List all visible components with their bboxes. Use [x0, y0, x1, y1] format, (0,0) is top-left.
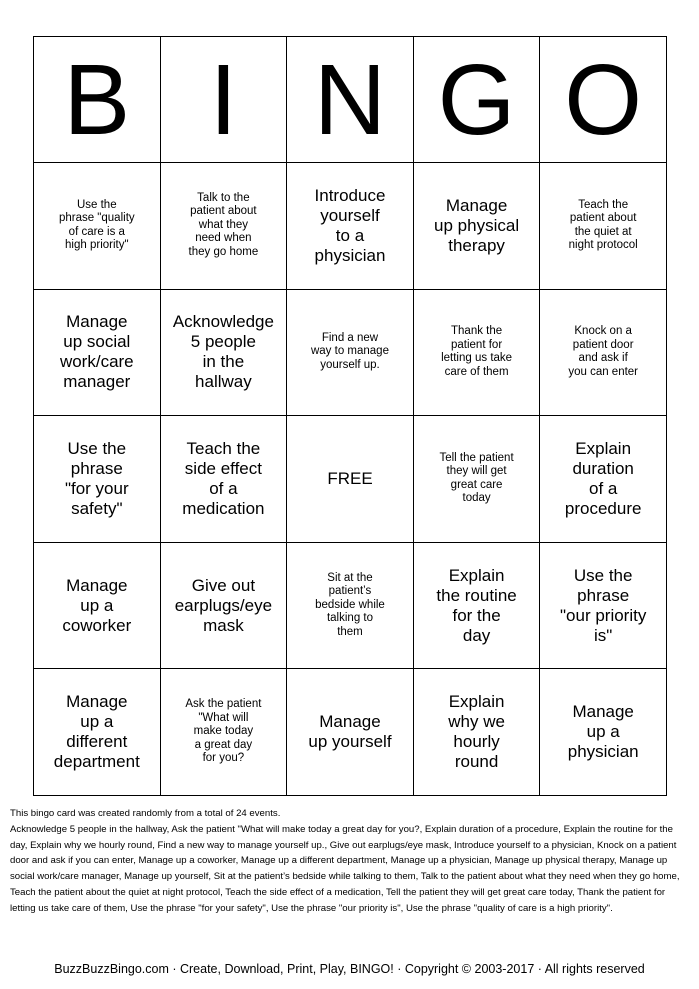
bingo-cell: Manage up physical therapy	[413, 163, 540, 290]
bingo-cell: Use the phrase "quality of care is a high priority"	[34, 163, 161, 290]
footer-event-list: Acknowledge 5 people in the hallway, Ask the patient "What will make today a great day for you?, Explain duration of a procedure, Explain the routine for the day, Explain why we hourly round, Find a new way to manage yourself up., Give out earplugs/eye mask, Introduce yourself to a physician, Knock on a patient door and ask if you can enter, Manage up a coworker, Manage up a different department, Manage up a physician, Manage up physical therapy, Manage up social work/care manager, Manage up yourself, Sit at the patient’s bedside while talking to them, Talk to the patient about what they need when they go home, Teach the patient about the quiet at night protocol, Teach the side effect of a medication, Tell the patient they will get great care today, Thank the patient for letting us take care of them, Use the phrase "for your safety", Use the phrase "our priority is", Use the phrase "quality of care is a high priority".	[10, 823, 680, 914]
bingo-cell: Introduce yourself to a physician	[287, 163, 414, 290]
free-space-cell: FREE	[287, 416, 414, 543]
bingo-cell: Ask the patient "What will make today a great day for you?	[160, 669, 287, 796]
bingo-header-row	[34, 37, 667, 163]
bingo-row-1	[34, 163, 667, 290]
header-letter-n: N	[287, 37, 414, 163]
bingo-card	[33, 36, 667, 796]
footer-summary: This bingo card was created randomly from a total of 24 events.	[10, 808, 281, 819]
bingo-cell: Manage up a different department	[34, 669, 161, 796]
bingo-cell: Thank the patient for letting us take care of them	[413, 289, 540, 416]
bingo-cell: Sit at the patient’s bedside while talking to them	[287, 542, 414, 669]
bingo-cell: Teach the patient about the quiet at night protocol	[540, 163, 667, 290]
bingo-row-3	[34, 416, 667, 543]
bingo-cell: Explain the routine for the day	[413, 542, 540, 669]
bingo-cell: Manage up a coworker	[34, 542, 161, 669]
header-letter-o: O	[540, 37, 667, 163]
bingo-cell: Teach the side effect of a medication	[160, 416, 287, 543]
bingo-row-5	[34, 669, 667, 796]
header-letter-g: G	[413, 37, 540, 163]
bingo-cell: Manage up yourself	[287, 669, 414, 796]
bingo-cell: Give out earplugs/eye mask	[160, 542, 287, 669]
bingo-cell: Find a new way to manage yourself up.	[287, 289, 414, 416]
bingo-row-2	[34, 289, 667, 416]
bingo-row-4	[34, 542, 667, 669]
bingo-cell: Explain why we hourly round	[413, 669, 540, 796]
bingo-cell: Manage up a physician	[540, 669, 667, 796]
header-letter-i: I	[160, 37, 287, 163]
bingo-cell: Knock on a patient door and ask if you can enter	[540, 289, 667, 416]
bingo-cell: Use the phrase "our priority is"	[540, 542, 667, 669]
bingo-cell: Explain duration of a procedure	[540, 416, 667, 543]
copyright-credit: BuzzBuzzBingo.com · Create, Download, Print, Play, BINGO! · Copyright © 2003-2017 · All rights reserved	[54, 962, 645, 976]
bingo-cell: Acknowledge 5 people in the hallway	[160, 289, 287, 416]
bingo-cell: Manage up social work/care manager	[34, 289, 161, 416]
bingo-cell: Use the phrase "for your safety"	[34, 416, 161, 543]
bingo-cell: Tell the patient they will get great care today	[413, 416, 540, 543]
bingo-cell: Talk to the patient about what they need when they go home	[160, 163, 287, 290]
event-list-footer	[10, 806, 690, 917]
header-letter-b: B	[34, 37, 161, 163]
